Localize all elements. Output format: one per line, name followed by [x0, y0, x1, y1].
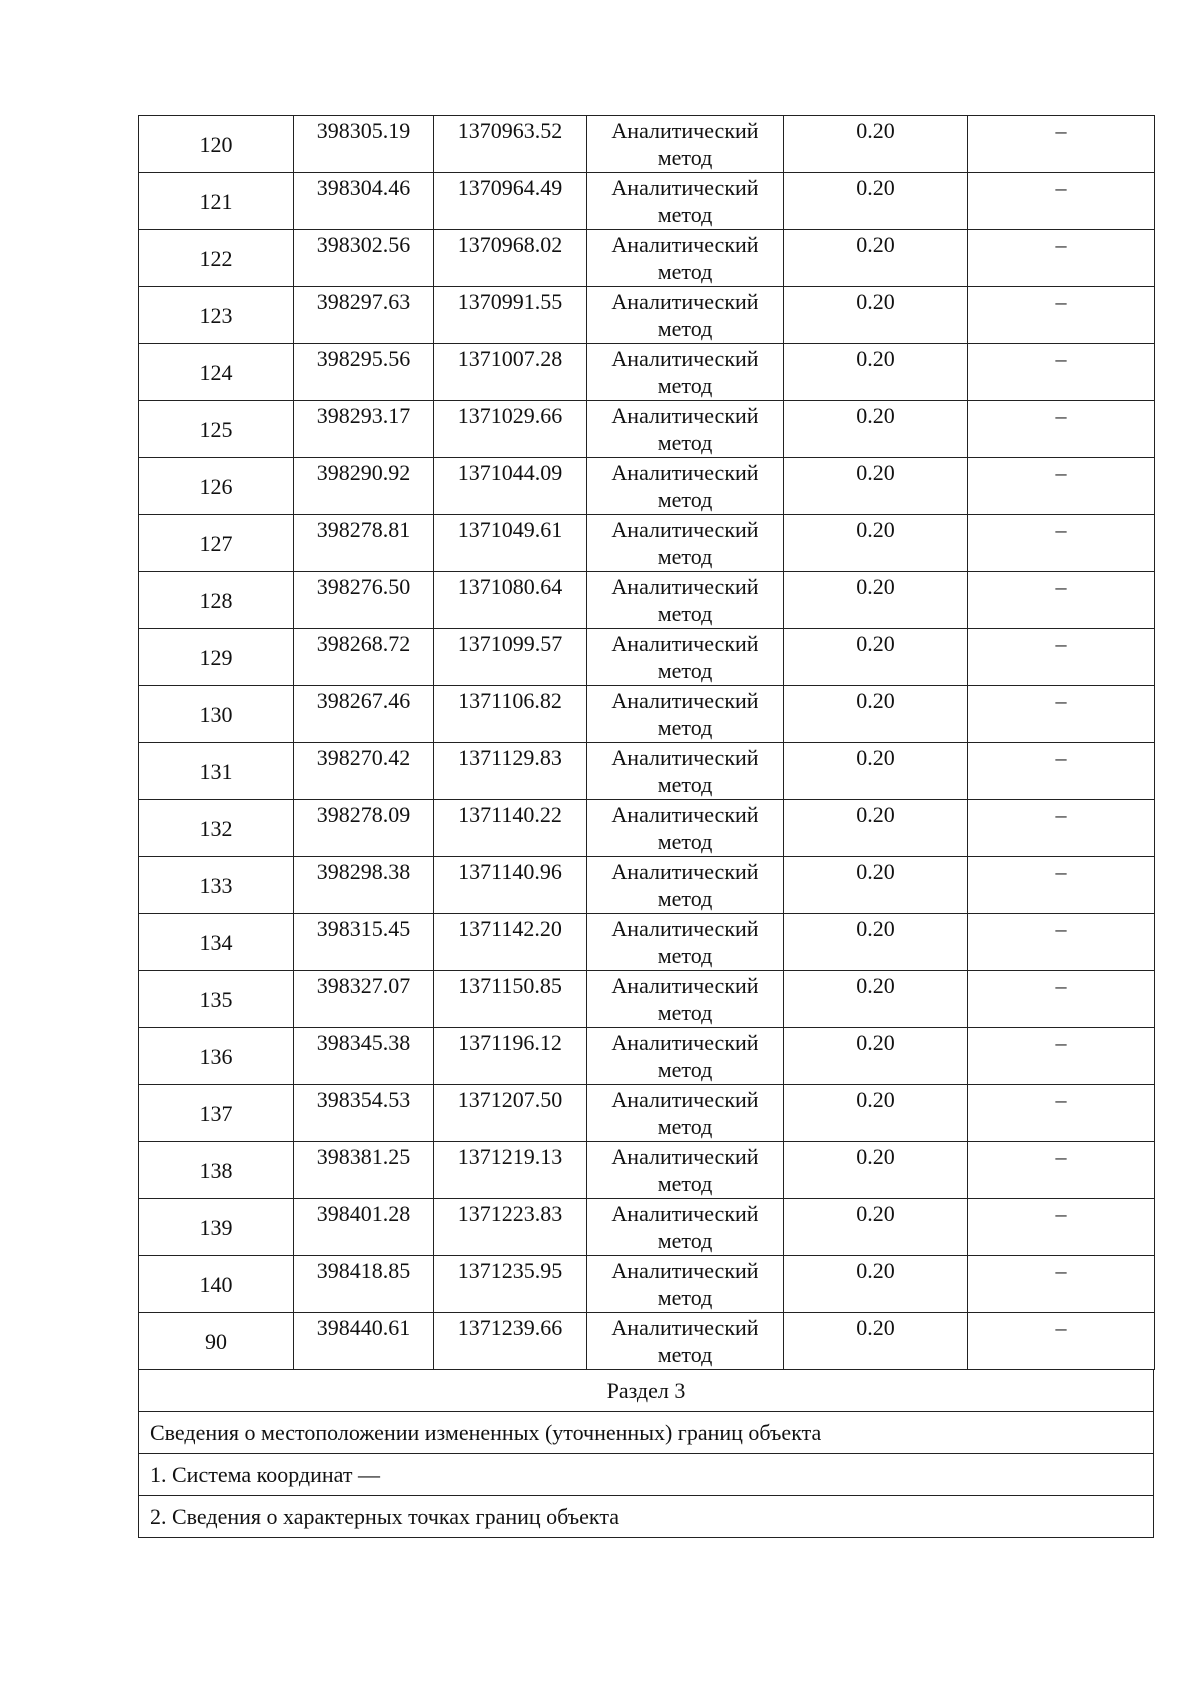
note-cell: – [968, 344, 1155, 401]
point-number-cell: 128 [139, 572, 294, 629]
characteristic-points-item: 2. Сведения о характерных точках границ объекта [139, 1496, 1154, 1538]
point-number-cell: 133 [139, 857, 294, 914]
table-row [139, 515, 1155, 572]
point-number-cell: 129 [139, 629, 294, 686]
accuracy-cell: 0.20 [784, 572, 968, 629]
accuracy-cell: 0.20 [784, 1028, 968, 1085]
y-coordinate-cell: 1371239.66 [434, 1313, 587, 1370]
note-cell: – [968, 914, 1155, 971]
note-cell: – [968, 1142, 1155, 1199]
y-coordinate-cell: 1371080.64 [434, 572, 587, 629]
accuracy-cell: 0.20 [784, 800, 968, 857]
note-cell: – [968, 230, 1155, 287]
y-coordinate-cell: 1371129.83 [434, 743, 587, 800]
accuracy-cell: 0.20 [784, 344, 968, 401]
note-cell: – [968, 686, 1155, 743]
x-coordinate-cell: 398304.46 [294, 173, 434, 230]
table-row [139, 287, 1155, 344]
accuracy-cell: 0.20 [784, 401, 968, 458]
method-cell: Аналитический метод [587, 914, 784, 971]
method-cell: Аналитический метод [587, 515, 784, 572]
points-table-body [139, 116, 1155, 1370]
note-cell: – [968, 629, 1155, 686]
y-coordinate-cell: 1371142.20 [434, 914, 587, 971]
accuracy-cell: 0.20 [784, 116, 968, 173]
x-coordinate-cell: 398267.46 [294, 686, 434, 743]
x-coordinate-cell: 398293.17 [294, 401, 434, 458]
coordinate-system-item: 1. Система координат — [139, 1454, 1154, 1496]
method-cell: Аналитический метод [587, 743, 784, 800]
x-coordinate-cell: 398302.56 [294, 230, 434, 287]
accuracy-cell: 0.20 [784, 287, 968, 344]
note-cell: – [968, 800, 1155, 857]
y-coordinate-cell: 1371223.83 [434, 1199, 587, 1256]
y-coordinate-cell: 1371049.61 [434, 515, 587, 572]
y-coordinate-cell: 1371140.96 [434, 857, 587, 914]
point-number-cell: 135 [139, 971, 294, 1028]
method-cell: Аналитический метод [587, 857, 784, 914]
note-cell: – [968, 1085, 1155, 1142]
method-cell: Аналитический метод [587, 116, 784, 173]
table-row [139, 857, 1155, 914]
accuracy-cell: 0.20 [784, 173, 968, 230]
point-number-cell: 126 [139, 458, 294, 515]
point-number-cell: 123 [139, 287, 294, 344]
x-coordinate-cell: 398315.45 [294, 914, 434, 971]
y-coordinate-cell: 1370991.55 [434, 287, 587, 344]
x-coordinate-cell: 398295.56 [294, 344, 434, 401]
accuracy-cell: 0.20 [784, 1142, 968, 1199]
x-coordinate-cell: 398401.28 [294, 1199, 434, 1256]
point-number-cell: 140 [139, 1256, 294, 1313]
method-cell: Аналитический метод [587, 1085, 784, 1142]
method-cell: Аналитический метод [587, 629, 784, 686]
y-coordinate-cell: 1370964.49 [434, 173, 587, 230]
note-cell: – [968, 116, 1155, 173]
y-coordinate-cell: 1371140.22 [434, 800, 587, 857]
method-cell: Аналитический метод [587, 287, 784, 344]
note-cell: – [968, 1313, 1155, 1370]
method-cell: Аналитический метод [587, 173, 784, 230]
accuracy-cell: 0.20 [784, 1313, 968, 1370]
point-number-cell: 130 [139, 686, 294, 743]
method-cell: Аналитический метод [587, 230, 784, 287]
note-cell: – [968, 173, 1155, 230]
method-cell: Аналитический метод [587, 1313, 784, 1370]
note-cell: – [968, 1028, 1155, 1085]
x-coordinate-cell: 398381.25 [294, 1142, 434, 1199]
accuracy-cell: 0.20 [784, 629, 968, 686]
table-row [139, 686, 1155, 743]
note-cell: – [968, 515, 1155, 572]
table-row [139, 173, 1155, 230]
x-coordinate-cell: 398440.61 [294, 1313, 434, 1370]
table-row [139, 1085, 1155, 1142]
method-cell: Аналитический метод [587, 1199, 784, 1256]
method-cell: Аналитический метод [587, 1142, 784, 1199]
x-coordinate-cell: 398278.09 [294, 800, 434, 857]
accuracy-cell: 0.20 [784, 230, 968, 287]
table-row [139, 572, 1155, 629]
point-number-cell: 90 [139, 1313, 294, 1370]
x-coordinate-cell: 398305.19 [294, 116, 434, 173]
accuracy-cell: 0.20 [784, 914, 968, 971]
method-cell: Аналитический метод [587, 1256, 784, 1313]
method-cell: Аналитический метод [587, 401, 784, 458]
accuracy-cell: 0.20 [784, 971, 968, 1028]
point-number-cell: 136 [139, 1028, 294, 1085]
table-row [139, 743, 1155, 800]
table-row [139, 1256, 1155, 1313]
section-heading: Сведения о местоположении измененных (уточненных) границ объекта [139, 1412, 1154, 1454]
method-cell: Аналитический метод [587, 458, 784, 515]
x-coordinate-cell: 398418.85 [294, 1256, 434, 1313]
table-row [139, 1199, 1155, 1256]
note-cell: – [968, 743, 1155, 800]
note-cell: – [968, 401, 1155, 458]
table-row [139, 1142, 1155, 1199]
x-coordinate-cell: 398268.72 [294, 629, 434, 686]
point-number-cell: 120 [139, 116, 294, 173]
table-row [139, 230, 1155, 287]
method-cell: Аналитический метод [587, 686, 784, 743]
note-cell: – [968, 458, 1155, 515]
y-coordinate-cell: 1371029.66 [434, 401, 587, 458]
table-row [139, 458, 1155, 515]
point-number-cell: 127 [139, 515, 294, 572]
x-coordinate-cell: 398327.07 [294, 971, 434, 1028]
y-coordinate-cell: 1371235.95 [434, 1256, 587, 1313]
point-number-cell: 137 [139, 1085, 294, 1142]
note-cell: – [968, 572, 1155, 629]
accuracy-cell: 0.20 [784, 1085, 968, 1142]
method-cell: Аналитический метод [587, 572, 784, 629]
accuracy-cell: 0.20 [784, 1256, 968, 1313]
x-coordinate-cell: 398270.42 [294, 743, 434, 800]
accuracy-cell: 0.20 [784, 515, 968, 572]
note-cell: – [968, 971, 1155, 1028]
point-number-cell: 139 [139, 1199, 294, 1256]
x-coordinate-cell: 398276.50 [294, 572, 434, 629]
x-coordinate-cell: 398345.38 [294, 1028, 434, 1085]
section-title: Раздел 3 [139, 1370, 1154, 1412]
note-cell: – [968, 857, 1155, 914]
accuracy-cell: 0.20 [784, 686, 968, 743]
table-row [139, 629, 1155, 686]
table-row [139, 971, 1155, 1028]
x-coordinate-cell: 398297.63 [294, 287, 434, 344]
table-row [139, 914, 1155, 971]
method-cell: Аналитический метод [587, 971, 784, 1028]
table-row [139, 1028, 1155, 1085]
point-number-cell: 131 [139, 743, 294, 800]
method-cell: Аналитический метод [587, 800, 784, 857]
x-coordinate-cell: 398298.38 [294, 857, 434, 914]
table-row [139, 800, 1155, 857]
y-coordinate-cell: 1371007.28 [434, 344, 587, 401]
table-row [139, 401, 1155, 458]
y-coordinate-cell: 1371150.85 [434, 971, 587, 1028]
section-3-table [138, 1369, 1154, 1538]
point-number-cell: 124 [139, 344, 294, 401]
y-coordinate-cell: 1371219.13 [434, 1142, 587, 1199]
table-row [139, 116, 1155, 173]
y-coordinate-cell: 1371099.57 [434, 629, 587, 686]
document-page [138, 115, 1154, 1538]
y-coordinate-cell: 1371044.09 [434, 458, 587, 515]
method-cell: Аналитический метод [587, 344, 784, 401]
x-coordinate-cell: 398354.53 [294, 1085, 434, 1142]
point-number-cell: 138 [139, 1142, 294, 1199]
table-row [139, 344, 1155, 401]
y-coordinate-cell: 1371106.82 [434, 686, 587, 743]
note-cell: – [968, 1256, 1155, 1313]
accuracy-cell: 0.20 [784, 743, 968, 800]
accuracy-cell: 0.20 [784, 857, 968, 914]
boundary-points-table [138, 115, 1155, 1370]
point-number-cell: 121 [139, 173, 294, 230]
point-number-cell: 122 [139, 230, 294, 287]
point-number-cell: 132 [139, 800, 294, 857]
method-cell: Аналитический метод [587, 1028, 784, 1085]
y-coordinate-cell: 1371207.50 [434, 1085, 587, 1142]
y-coordinate-cell: 1371196.12 [434, 1028, 587, 1085]
x-coordinate-cell: 398290.92 [294, 458, 434, 515]
x-coordinate-cell: 398278.81 [294, 515, 434, 572]
note-cell: – [968, 287, 1155, 344]
note-cell: – [968, 1199, 1155, 1256]
y-coordinate-cell: 1370963.52 [434, 116, 587, 173]
table-row [139, 1313, 1155, 1370]
y-coordinate-cell: 1370968.02 [434, 230, 587, 287]
accuracy-cell: 0.20 [784, 1199, 968, 1256]
point-number-cell: 125 [139, 401, 294, 458]
point-number-cell: 134 [139, 914, 294, 971]
accuracy-cell: 0.20 [784, 458, 968, 515]
